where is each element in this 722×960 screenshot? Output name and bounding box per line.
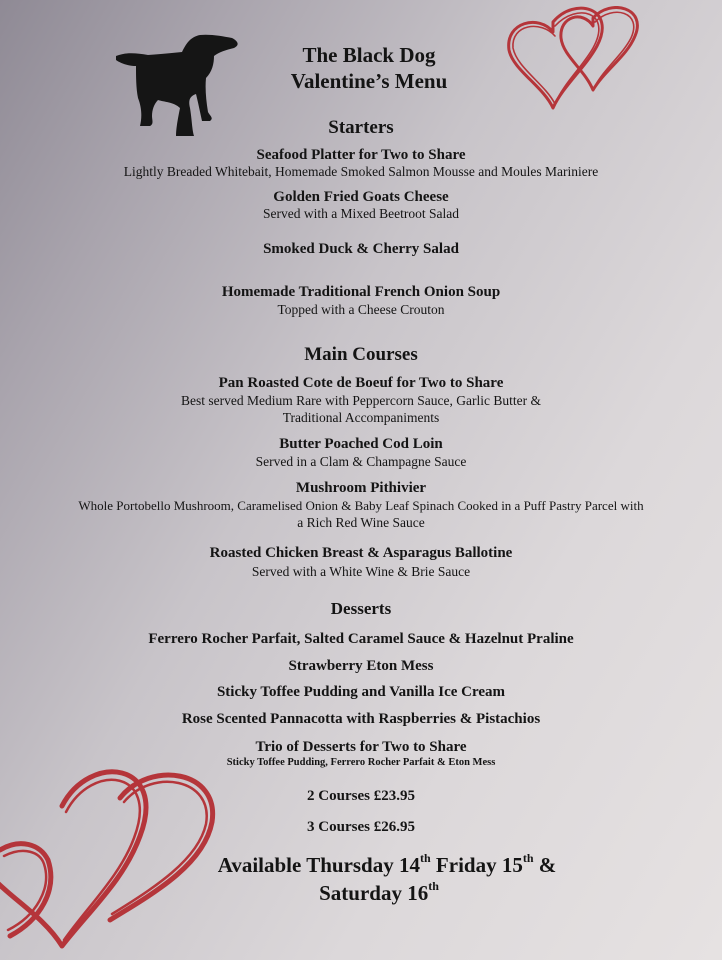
desserts-heading: Desserts (330, 599, 392, 618)
availability-text-d: Saturday 16 (319, 881, 429, 905)
menu-title-line1: The Black Dog (302, 43, 436, 67)
dessert-2-name: Strawberry Eton Mess (288, 658, 434, 674)
starter-3-name: Smoked Duck & Cherry Salad (263, 241, 459, 257)
starter-4-desc: Topped with a Cheese Crouton (277, 302, 445, 317)
availability-sup-1: th (420, 851, 431, 865)
main-1-desc-line2: Traditional Accompaniments (282, 410, 440, 425)
dessert-5-name: Trio of Desserts for Two to Share (255, 739, 467, 755)
starter-2-desc: Served with a Mixed Beetroot Salad (262, 206, 460, 221)
main-2-name: Butter Poached Cod Loin (279, 436, 443, 452)
starters-heading: Starters (328, 117, 394, 138)
menu-title-line2: Valentine’s Menu (290, 69, 448, 93)
main-3-desc-line2: a Rich Red Wine Sauce (297, 515, 425, 530)
starter-1-desc: Lightly Breaded Whitebait, Homemade Smoked Salmon Mousse and Moules Mariniere (123, 164, 599, 179)
dessert-1-name: Ferrero Rocher Parfait, Salted Caramel Sauce & Hazelnut Praline (148, 631, 574, 647)
mains-heading: Main Courses (304, 344, 418, 365)
main-1-name: Pan Roasted Cote de Boeuf for Two to Share (218, 375, 504, 391)
availability-line1 (26, 851, 722, 877)
main-4-desc: Served with a White Wine & Brie Sauce (251, 564, 471, 579)
availability-text-c: & (533, 853, 557, 877)
heart-pair-icon-bottom (0, 740, 230, 960)
dessert-4-name: Rose Scented Pannacotta with Raspberries & Pistachios (181, 711, 541, 727)
main-1-desc-line1: Best served Medium Rare with Peppercorn Sauce, Garlic Butter & (181, 393, 541, 408)
main-3-desc-line1: Whole Portobello Mushroom, Caramelised Onion & Baby Leaf Spinach Cooked in a Puff Pastry Parcel with (78, 498, 644, 513)
main-4-name: Roasted Chicken Breast & Asparagus Ballotine (209, 545, 513, 561)
availability-line2 (18, 879, 722, 905)
main-3-name: Mushroom Pithivier (295, 480, 427, 496)
price-three-courses: 3 Courses £26.95 (307, 819, 415, 835)
dessert-3-name: Sticky Toffee Pudding and Vanilla Ice Cream (216, 684, 506, 700)
main-2-desc: Served in a Clam & Champagne Sauce (255, 454, 467, 469)
price-two-courses: 2 Courses £23.95 (307, 788, 415, 804)
starter-1-name: Seafood Platter for Two to Share (256, 147, 466, 163)
starter-2-name: Golden Fried Goats Cheese (273, 189, 449, 205)
dessert-5-desc: Sticky Toffee Pudding, Ferrero Rocher Parfait & Eton Mess (226, 757, 496, 768)
availability-sup-3: th (428, 879, 439, 893)
availability-sup-2: th (522, 851, 534, 865)
starter-4-name: Homemade Traditional French Onion Soup (221, 284, 501, 300)
availability-text-b: Friday 15 (430, 853, 523, 877)
availability-text-a: Available Thursday 14 (217, 853, 420, 877)
